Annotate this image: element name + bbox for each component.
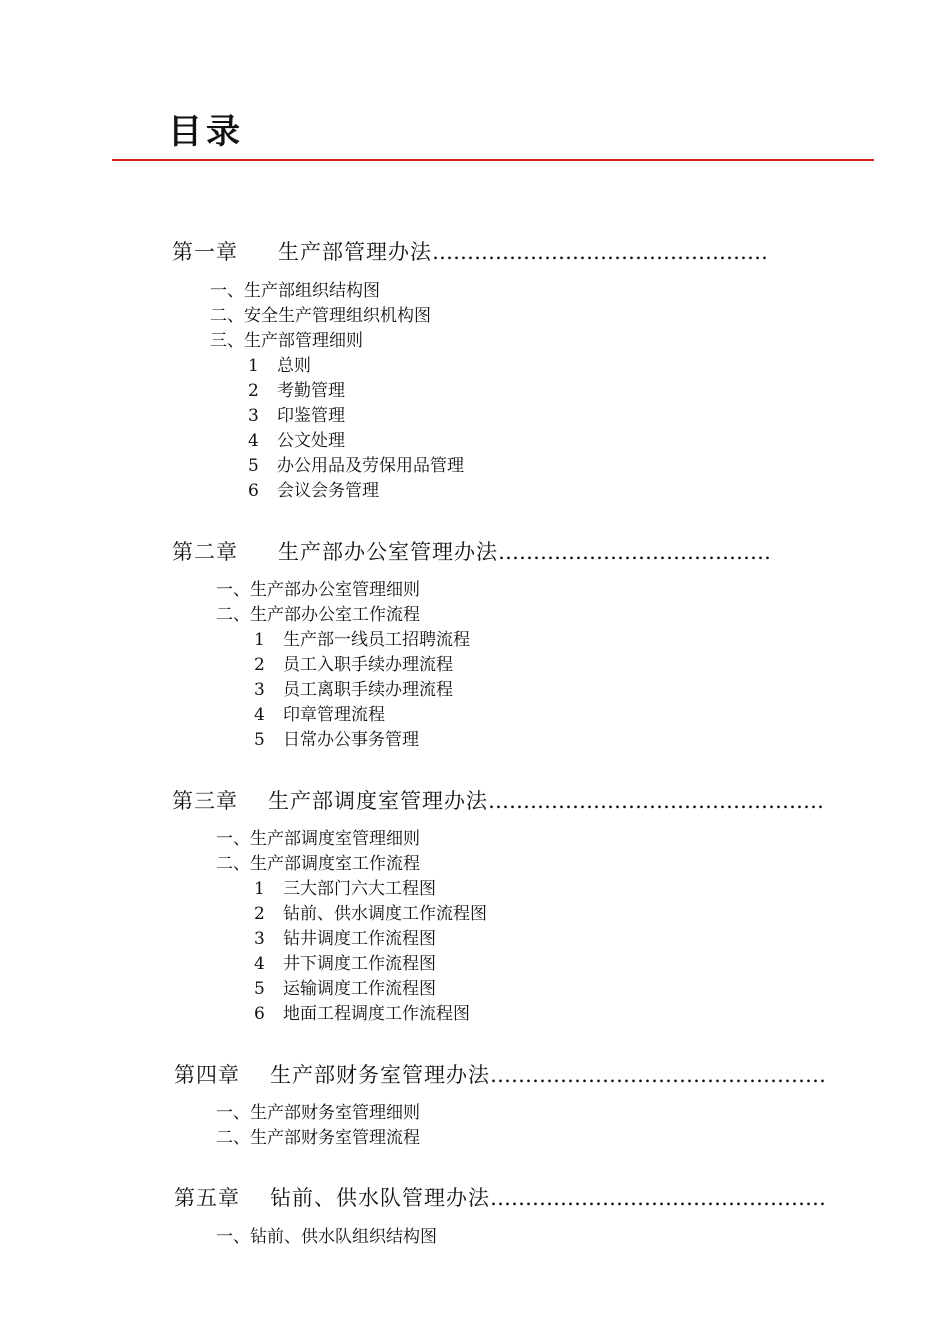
toc-item[interactable]: 6 会议会务管理 [248,481,379,501]
toc-section[interactable]: 一、钻前、供水队组织结构图 [216,1227,437,1247]
toc-item[interactable]: 4 公文处理 [248,431,345,451]
chapter-title: 生产部调度室管理办法 [268,789,488,813]
toc-item[interactable]: 5 日常办公事务管理 [254,730,419,750]
leader-dots: ………………………………… [498,540,771,564]
leader-dots: ………………………………………… [490,1063,826,1087]
chapter-title: 生产部财务室管理办法 [270,1063,490,1087]
toc-section[interactable]: 二、生产部办公室工作流程 [216,605,420,625]
toc-section[interactable]: 三、生产部管理细则 [210,331,363,351]
toc-section[interactable]: 一、生产部财务室管理细则 [216,1103,420,1123]
toc-chapter-3[interactable] [172,785,824,815]
toc-section[interactable]: 一、生产部办公室管理细则 [216,580,420,600]
toc-section[interactable]: 二、生产部调度室工作流程 [216,854,420,874]
toc-section[interactable]: 一、生产部组织结构图 [210,281,380,301]
toc-item[interactable]: 1 总则 [248,356,311,376]
toc-item[interactable]: 3 钻井调度工作流程图 [254,929,436,949]
toc-section[interactable]: 二、生产部财务室管理流程 [216,1128,420,1148]
toc-item[interactable]: 6 地面工程调度工作流程图 [254,1004,470,1024]
toc-chapter-1[interactable] [172,236,768,266]
chapter-number: 第二章 [172,540,238,564]
chapter-number: 第四章 [174,1063,240,1087]
toc-item[interactable]: 3 员工离职手续办理流程 [254,680,453,700]
toc-item[interactable]: 2 考勤管理 [248,381,345,401]
toc-item[interactable]: 2 员工入职手续办理流程 [254,655,453,675]
chapter-number: 第一章 [172,240,238,264]
chapter-title: 生产部管理办法 [278,240,432,264]
leader-dots: ………………………………………… [432,240,768,264]
toc-item[interactable]: 4 井下调度工作流程图 [254,954,436,974]
leader-dots: ………………………………………… [488,789,824,813]
toc-item[interactable]: 5 运输调度工作流程图 [254,979,436,999]
toc-section[interactable]: 二、安全生产管理组织机构图 [210,306,431,326]
chapter-title: 钻前、供水队管理办法 [270,1186,490,1210]
toc-item[interactable]: 2 钻前、供水调度工作流程图 [254,904,487,924]
toc-item[interactable]: 3 印鉴管理 [248,406,345,426]
leader-dots: ………………………………………… [490,1186,826,1210]
toc-chapter-2[interactable] [172,536,771,566]
toc-section[interactable]: 一、生产部调度室管理细则 [216,829,420,849]
chapter-number: 第三章 [172,789,238,813]
toc-item[interactable]: 1 生产部一线员工招聘流程 [254,630,470,650]
page-title: 目录 [168,112,244,152]
chapter-title: 生产部办公室管理办法 [278,540,498,564]
toc-chapter-5[interactable] [174,1182,826,1212]
toc-item[interactable]: 5 办公用品及劳保用品管理 [248,456,464,476]
toc-item[interactable]: 4 印章管理流程 [254,705,385,725]
toc-item[interactable]: 1 三大部门六大工程图 [254,879,436,899]
chapter-number: 第五章 [174,1186,240,1210]
toc-chapter-4[interactable] [174,1059,826,1089]
title-divider [112,159,874,161]
